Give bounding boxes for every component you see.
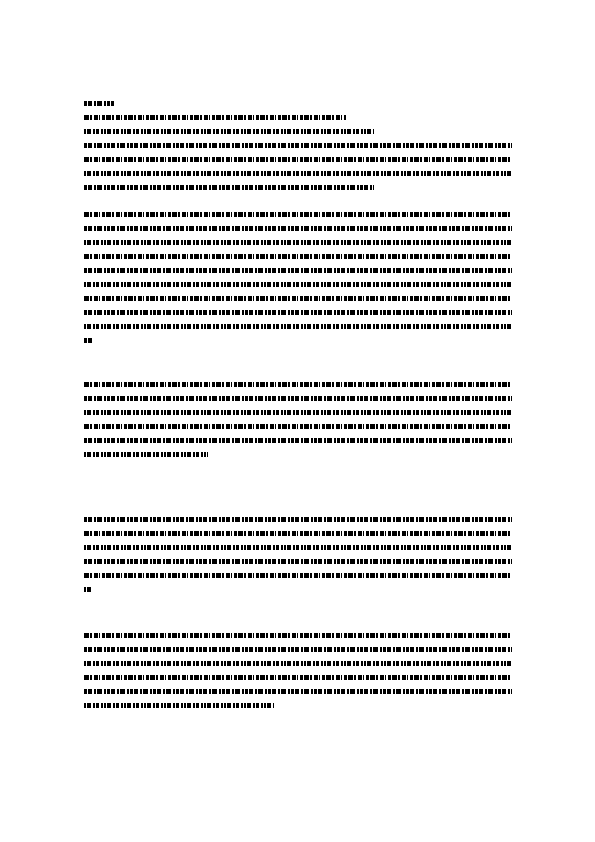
text-line <box>84 396 512 401</box>
text-line <box>84 410 512 415</box>
text-line <box>84 382 512 387</box>
text-line <box>84 661 512 666</box>
text-line <box>84 675 512 680</box>
paragraph-4 <box>84 517 512 607</box>
text-line <box>84 226 512 231</box>
text-line <box>84 647 512 652</box>
text-line <box>84 517 512 522</box>
text-line <box>84 633 512 638</box>
header-line-3 <box>84 129 374 134</box>
text-line <box>84 689 512 694</box>
text-line <box>84 185 374 190</box>
paragraph-3 <box>84 382 512 472</box>
text-line <box>84 452 208 457</box>
text-line <box>84 438 512 443</box>
text-line <box>84 254 512 259</box>
text-line <box>84 240 512 245</box>
text-line <box>84 545 512 550</box>
text-line <box>84 424 512 429</box>
text-line <box>84 171 512 176</box>
text-line <box>84 212 512 217</box>
text-line <box>84 703 274 708</box>
header-line-1 <box>84 101 114 106</box>
paragraph-1 <box>84 143 512 203</box>
document-header <box>84 101 512 135</box>
text-line <box>84 282 512 287</box>
text-line <box>84 559 512 564</box>
paragraph-2 <box>84 212 512 352</box>
text-line <box>84 143 512 148</box>
text-line <box>84 573 512 578</box>
header-line-2 <box>84 115 346 120</box>
text-line <box>84 338 92 343</box>
text-line <box>84 157 512 162</box>
text-line <box>84 296 512 301</box>
paragraph-5 <box>84 633 512 733</box>
text-line <box>84 531 512 536</box>
text-line <box>84 587 92 592</box>
text-line <box>84 324 512 329</box>
text-line <box>84 268 512 273</box>
text-line <box>84 310 512 315</box>
